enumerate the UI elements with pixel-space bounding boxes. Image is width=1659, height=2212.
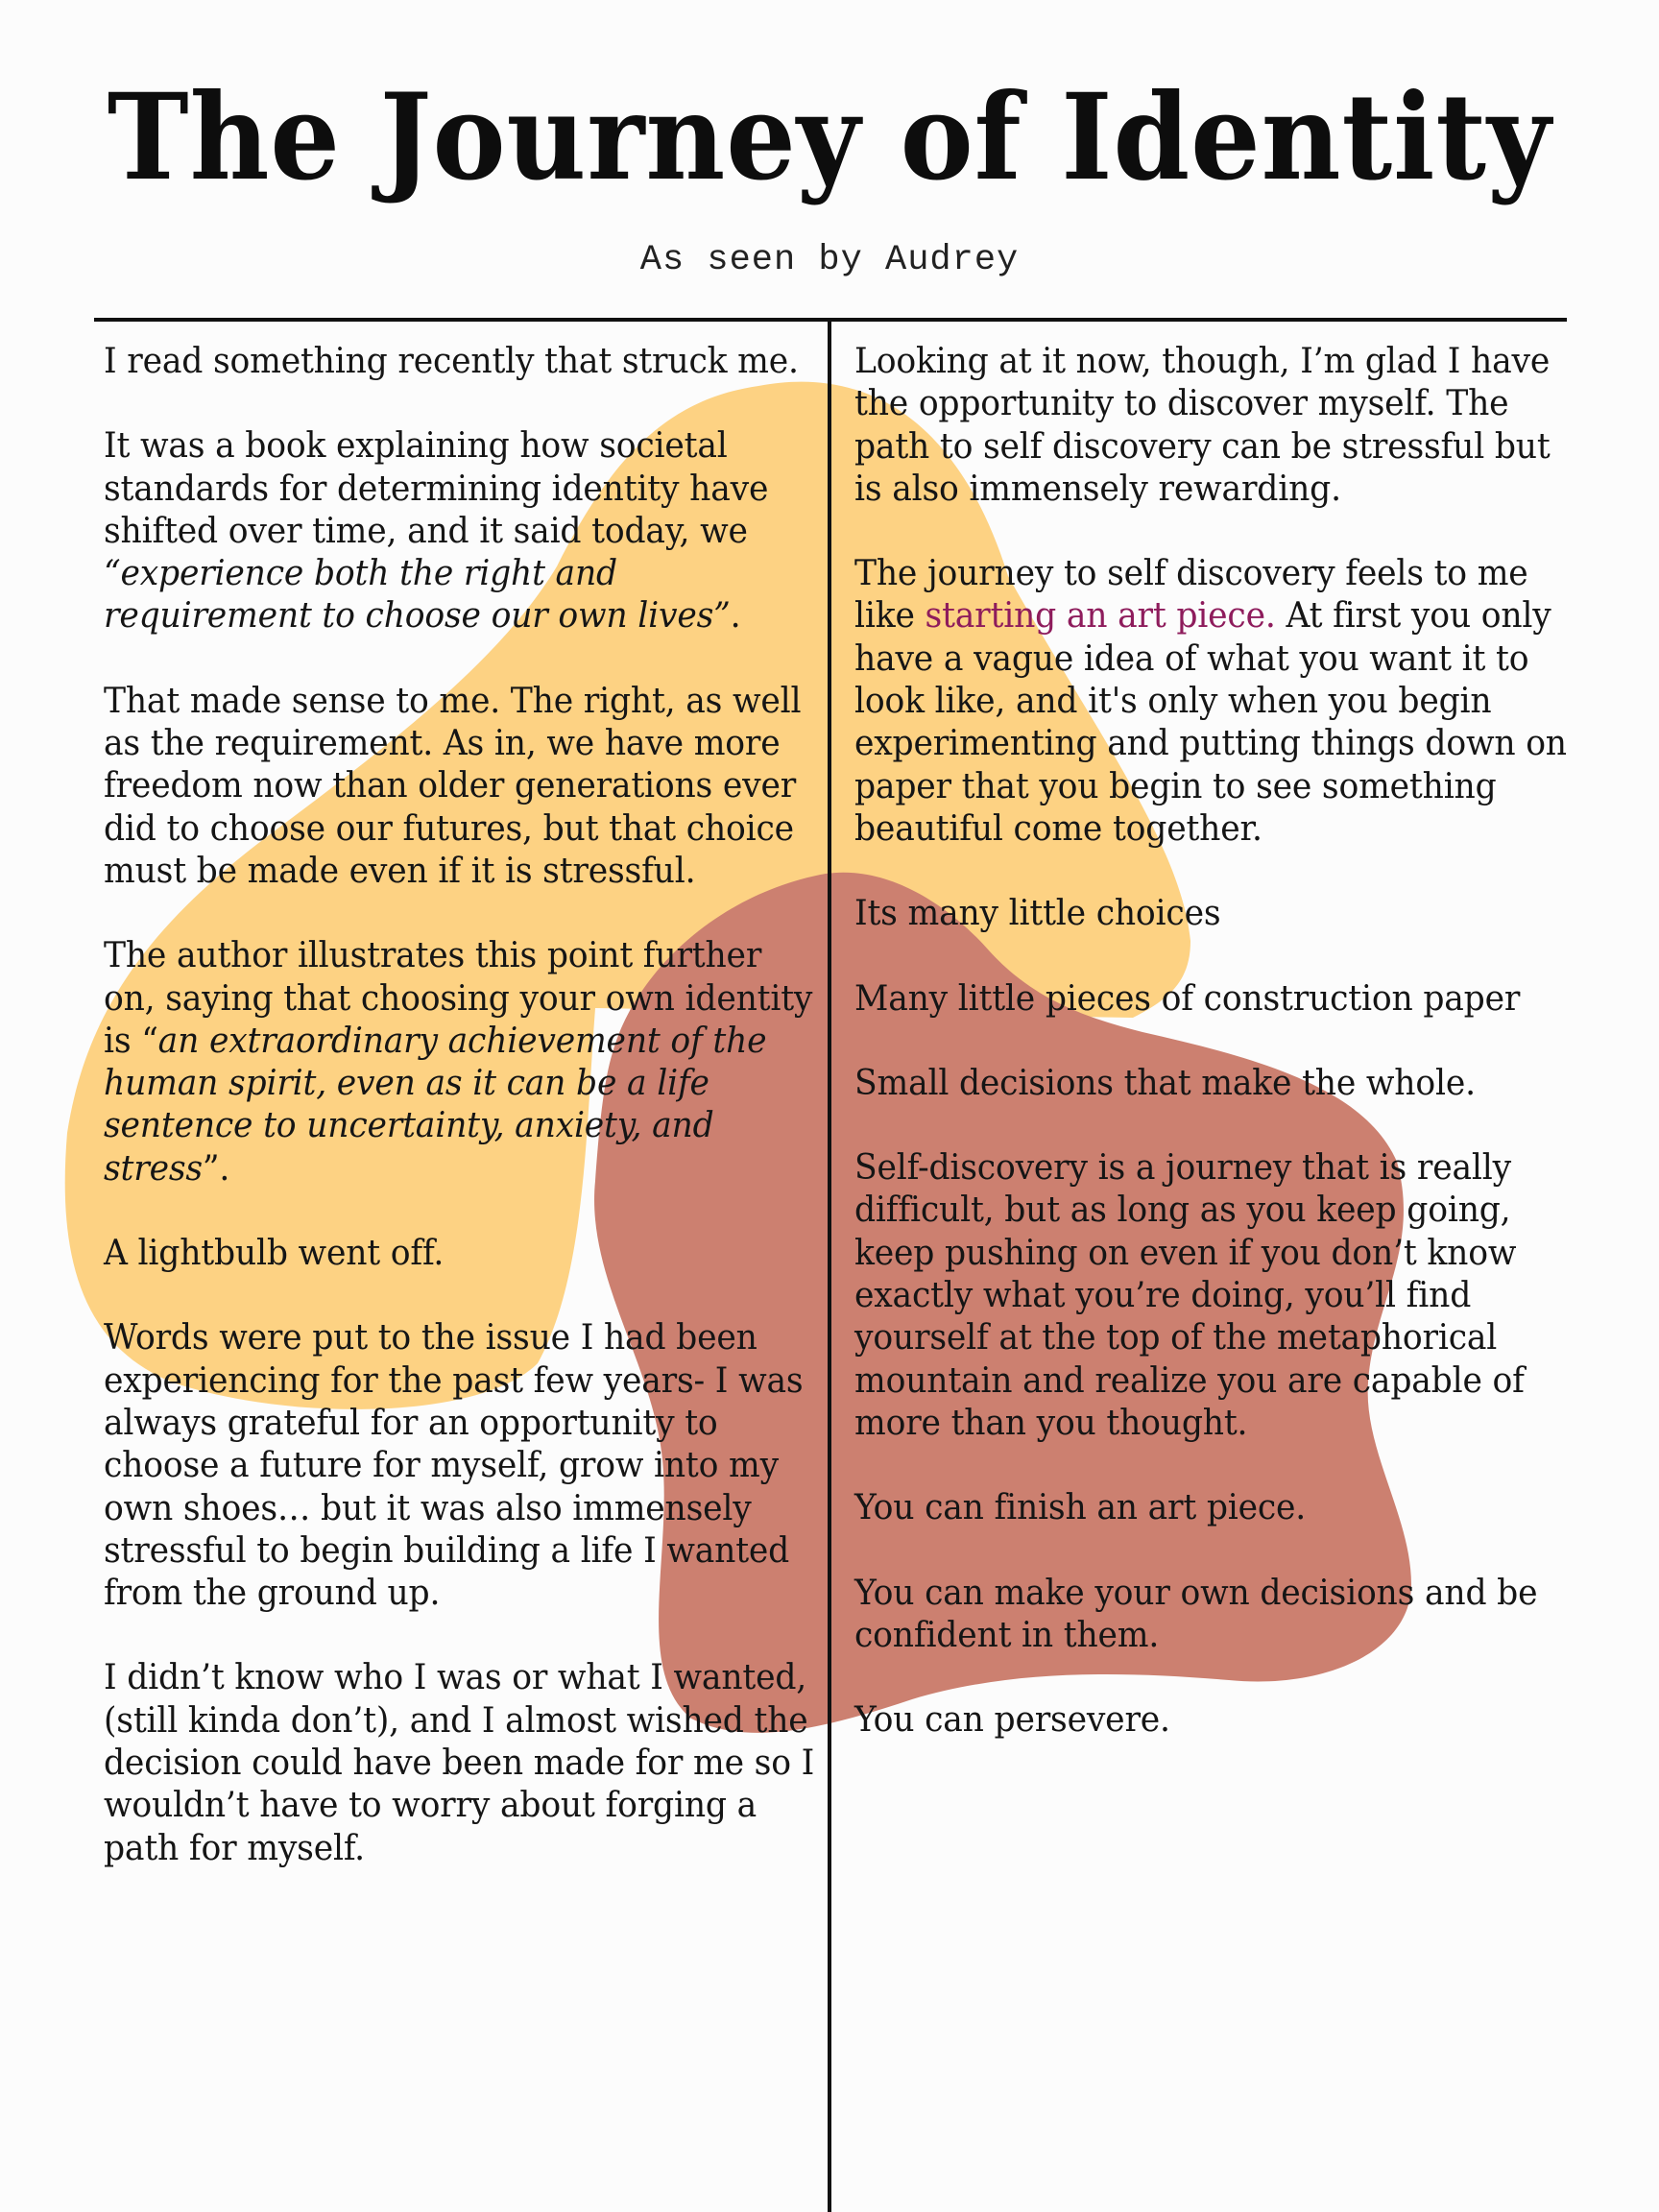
- left-paragraph-2-text: It was a book explaining how societal standards for determining identity have shifted over time, and it said today, we: [104, 426, 769, 551]
- right-paragraph-3: Its many little choices: [854, 894, 1221, 934]
- left-paragraph-1: I read something recently that struck me.: [104, 342, 799, 381]
- left-paragraph-2: [104, 425, 823, 637]
- left-paragraph-4-text: The author illustrates this point further on, saying that choosing your own identity is “: [104, 936, 813, 1061]
- right-paragraph-2: [854, 553, 1574, 851]
- book-quote-1: “experience both the right and requirement to choose our own lives”: [104, 554, 731, 637]
- left-paragraph-4-end: ”.: [202, 1148, 230, 1189]
- right-paragraph-8: You can make your own decisions and be confident in them.: [854, 1573, 1538, 1655]
- art-piece-highlight: starting an art piece.: [925, 596, 1276, 637]
- right-paragraph-5: Small decisions that make the whole.: [854, 1063, 1476, 1103]
- left-paragraph-2-end: .: [730, 596, 741, 637]
- right-paragraph-2-end: At first you only have a vague idea of what you want it to look like, and it's only when you begin experimenting and putting things down on paper that you begin to see something beautiful come together.: [854, 596, 1567, 849]
- right-paragraph-1: Looking at it now, though, I’m glad I have the opportunity to discover myself. The path to self discovery can be stressful but is also immensely rewarding.: [854, 342, 1551, 509]
- left-paragraph-3: That made sense to me. The right, as well as the requirement. As in, we have more freedom now than older generations ever did to choose our futures, but that choice must be made even if it is stressful.: [104, 681, 802, 891]
- right-column: [854, 341, 1565, 1784]
- left-paragraph-6: Words were put to the issue I had been experiencing for the past few years- I was always grateful for an opportunity to choose a future for myself, grow into my own shoes… but it was also immensely stressful to begin building a life I wanted from the ground up.: [104, 1318, 804, 1614]
- right-paragraph-7: You can finish an art piece.: [854, 1488, 1307, 1528]
- left-column: [104, 341, 819, 1912]
- left-paragraph-4: [104, 935, 823, 1190]
- book-quote-2: an extraordinary achievement of the human spirit, even as it can be a life sentence to uncertainty, anxiety, and stress: [104, 1021, 767, 1189]
- byline: As seen by Audrey: [639, 240, 1020, 280]
- right-paragraph-6: Self-discovery is a journey that is really difficult, but as long as you keep going, keep pushing on even if you don’t know exactly what you’re doing, you’ll find yourself at the top of the metaphorical mountain and realize you are capable of more than you thought.: [854, 1148, 1525, 1443]
- right-paragraph-9: You can persevere.: [854, 1700, 1170, 1741]
- left-paragraph-7: I didn’t know who I was or what I wanted, (still kinda don’t), and I almost wished the decision could have been made for me so I wouldn’t have to worry about forging a path for myself.: [104, 1658, 815, 1868]
- page-title: The Journey of Identity: [107, 68, 1552, 207]
- right-paragraph-4: Many little pieces of construction paper: [854, 978, 1521, 1019]
- column-divider: [828, 318, 831, 2212]
- right-paragraph-2-text: The journey to self discovery feels to me like: [854, 554, 1528, 637]
- left-paragraph-5: A lightbulb went off.: [104, 1234, 445, 1274]
